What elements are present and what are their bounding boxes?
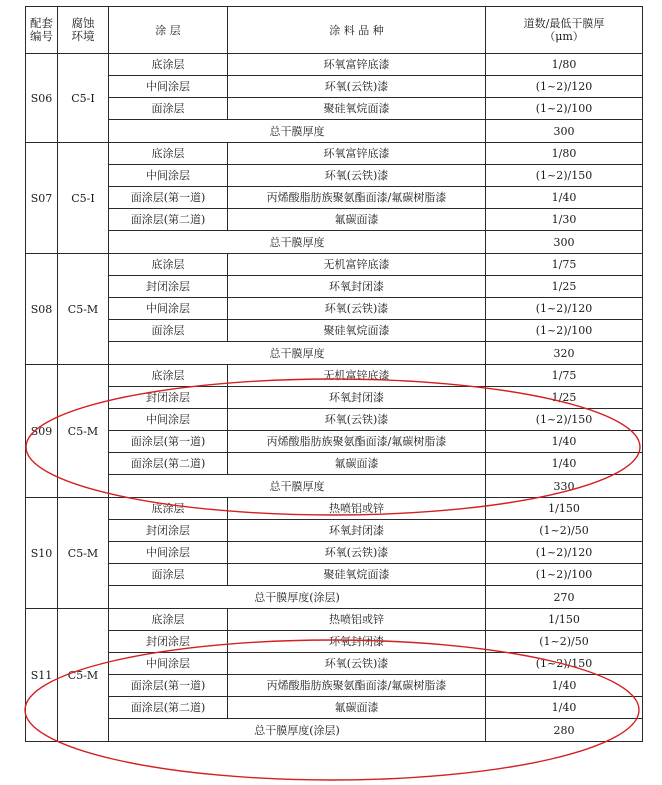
total-label: 总干膜厚度 (109, 231, 486, 254)
paint-type: 聚硅氧烷面漆 (228, 320, 486, 342)
total-value: 300 (486, 120, 643, 143)
coating-layer: 底涂层 (109, 143, 228, 165)
total-row (26, 120, 643, 143)
passes-thickness: 1/40 (486, 431, 643, 453)
table-row (26, 209, 643, 231)
table-row (26, 320, 643, 342)
passes-thickness: 1/30 (486, 209, 643, 231)
table-row (26, 298, 643, 320)
passes-thickness: (1~2)/120 (486, 298, 643, 320)
header-material: 涂 料 品 种 (228, 7, 486, 54)
total-row (26, 475, 643, 498)
corrosion-environment: C5-I (58, 143, 109, 254)
table-row (26, 276, 643, 298)
coating-layer: 面涂层 (109, 320, 228, 342)
paint-type: 丙烯酸脂肪族聚氨酯面漆/氟碳树脂漆 (228, 675, 486, 697)
table-row (26, 609, 643, 631)
paint-type: 丙烯酸脂肪族聚氨酯面漆/氟碳树脂漆 (228, 431, 486, 453)
coating-layer: 中间涂层 (109, 165, 228, 187)
passes-thickness: 1/80 (486, 54, 643, 76)
table-row (26, 365, 643, 387)
total-value: 320 (486, 342, 643, 365)
coating-layer: 封闭涂层 (109, 520, 228, 542)
table-row (26, 697, 643, 719)
coating-layer: 底涂层 (109, 254, 228, 276)
paint-type: 无机富锌底漆 (228, 365, 486, 387)
coating-layer: 面涂层(第一道) (109, 431, 228, 453)
paint-type: 环氧富锌底漆 (228, 54, 486, 76)
coating-layer: 封闭涂层 (109, 276, 228, 298)
table-row (26, 675, 643, 697)
table-row (26, 76, 643, 98)
paint-type: 聚硅氧烷面漆 (228, 564, 486, 586)
table-row (26, 631, 643, 653)
passes-thickness: (1~2)/150 (486, 653, 643, 675)
table-row (26, 520, 643, 542)
coating-layer: 面涂层(第一道) (109, 675, 228, 697)
paint-type: 热喷铝或锌 (228, 498, 486, 520)
total-row (26, 719, 643, 742)
passes-thickness: (1~2)/150 (486, 165, 643, 187)
table-row (26, 498, 643, 520)
paint-type: 环氧(云铁)漆 (228, 298, 486, 320)
passes-thickness: (1~2)/100 (486, 320, 643, 342)
table-row (26, 387, 643, 409)
table-row (26, 143, 643, 165)
passes-thickness: 1/150 (486, 609, 643, 631)
paint-type: 热喷铝或锌 (228, 609, 486, 631)
paint-type: 丙烯酸脂肪族聚氨酯面漆/氟碳树脂漆 (228, 187, 486, 209)
paint-type: 环氧(云铁)漆 (228, 542, 486, 564)
table-row (26, 431, 643, 453)
paint-type: 环氧封闭漆 (228, 520, 486, 542)
corrosion-environment: C5-I (58, 54, 109, 143)
total-label: 总干膜厚度 (109, 342, 486, 365)
passes-thickness: (1~2)/50 (486, 520, 643, 542)
total-row (26, 231, 643, 254)
total-value: 300 (486, 231, 643, 254)
paint-type: 氟碳面漆 (228, 697, 486, 719)
coating-layer: 底涂层 (109, 365, 228, 387)
corrosion-environment: C5-M (58, 498, 109, 609)
table-row (26, 187, 643, 209)
paint-type: 环氧封闭漆 (228, 387, 486, 409)
passes-thickness: 1/75 (486, 254, 643, 276)
passes-thickness: (1~2)/120 (486, 76, 643, 98)
total-row (26, 342, 643, 365)
scheme-code: S06 (26, 54, 58, 143)
paint-type: 环氧(云铁)漆 (228, 165, 486, 187)
coating-layer: 面涂层(第二道) (109, 209, 228, 231)
scheme-code: S08 (26, 254, 58, 365)
total-value: 330 (486, 475, 643, 498)
header-code: 配套 编号 (26, 7, 58, 54)
passes-thickness: 1/40 (486, 187, 643, 209)
passes-thickness: 1/150 (486, 498, 643, 520)
total-row (26, 586, 643, 609)
passes-thickness: 1/40 (486, 453, 643, 475)
passes-thickness: 1/25 (486, 276, 643, 298)
coating-layer: 中间涂层 (109, 76, 228, 98)
scheme-code: S09 (26, 365, 58, 498)
coating-layer: 中间涂层 (109, 409, 228, 431)
paint-type: 环氧封闭漆 (228, 631, 486, 653)
table-row (26, 165, 643, 187)
coating-layer: 面涂层 (109, 98, 228, 120)
paint-type: 环氧富锌底漆 (228, 143, 486, 165)
paint-type: 环氧(云铁)漆 (228, 409, 486, 431)
paint-type: 环氧(云铁)漆 (228, 653, 486, 675)
paint-type: 环氧(云铁)漆 (228, 76, 486, 98)
total-label: 总干膜厚度 (109, 475, 486, 498)
total-label: 总干膜厚度 (109, 120, 486, 143)
total-value: 280 (486, 719, 643, 742)
passes-thickness: 1/80 (486, 143, 643, 165)
header-passes: 道数/最低干膜厚 （μm） (486, 7, 643, 54)
passes-thickness: (1~2)/100 (486, 564, 643, 586)
passes-thickness: (1~2)/150 (486, 409, 643, 431)
table-row (26, 453, 643, 475)
coating-layer: 中间涂层 (109, 542, 228, 564)
passes-thickness: (1~2)/50 (486, 631, 643, 653)
coating-spec-table (25, 6, 643, 742)
header-environment: 腐蚀 环境 (58, 7, 109, 54)
corrosion-environment: C5-M (58, 609, 109, 742)
scheme-code: S10 (26, 498, 58, 609)
passes-thickness: 1/25 (486, 387, 643, 409)
table-row (26, 564, 643, 586)
total-value: 270 (486, 586, 643, 609)
passes-thickness: (1~2)/120 (486, 542, 643, 564)
paint-type: 环氧封闭漆 (228, 276, 486, 298)
corrosion-environment: C5-M (58, 365, 109, 498)
paint-type: 氟碳面漆 (228, 453, 486, 475)
scheme-code: S11 (26, 609, 58, 742)
table-row (26, 653, 643, 675)
coating-layer: 封闭涂层 (109, 387, 228, 409)
coating-layer: 面涂层(第二道) (109, 697, 228, 719)
header-layer: 涂 层 (109, 7, 228, 54)
table-row (26, 54, 643, 76)
coating-layer: 底涂层 (109, 498, 228, 520)
passes-thickness: (1~2)/100 (486, 98, 643, 120)
scheme-code: S07 (26, 143, 58, 254)
table-row (26, 542, 643, 564)
table-body (26, 54, 643, 742)
coating-layer: 面涂层(第二道) (109, 453, 228, 475)
table-row (26, 254, 643, 276)
passes-thickness: 1/75 (486, 365, 643, 387)
coating-layer: 面涂层 (109, 564, 228, 586)
paint-type: 氟碳面漆 (228, 209, 486, 231)
coating-layer: 封闭涂层 (109, 631, 228, 653)
paint-type: 无机富锌底漆 (228, 254, 486, 276)
coating-layer: 面涂层(第一道) (109, 187, 228, 209)
coating-layer: 中间涂层 (109, 298, 228, 320)
corrosion-environment: C5-M (58, 254, 109, 365)
coating-layer: 中间涂层 (109, 653, 228, 675)
table-row (26, 409, 643, 431)
total-label: 总干膜厚度(涂层) (109, 586, 486, 609)
passes-thickness: 1/40 (486, 697, 643, 719)
table-row (26, 98, 643, 120)
coating-layer: 底涂层 (109, 54, 228, 76)
paint-type: 聚硅氧烷面漆 (228, 98, 486, 120)
passes-thickness: 1/40 (486, 675, 643, 697)
coating-layer: 底涂层 (109, 609, 228, 631)
total-label: 总干膜厚度(涂层) (109, 719, 486, 742)
